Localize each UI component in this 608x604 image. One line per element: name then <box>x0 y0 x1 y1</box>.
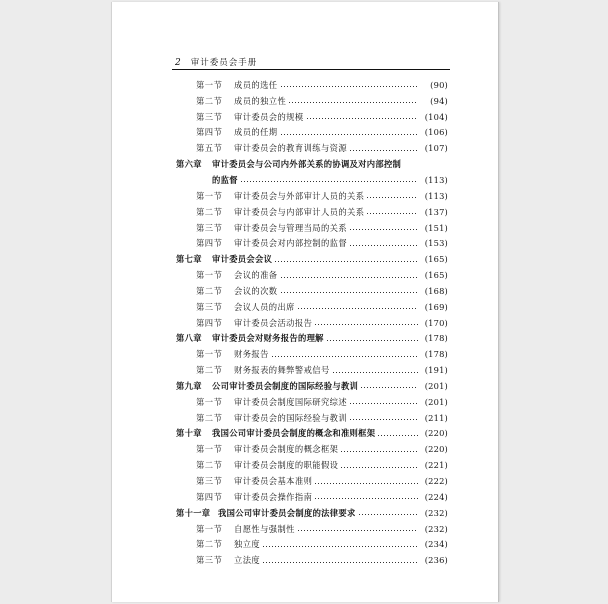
toc-chapter-entry[interactable] <box>176 505 448 521</box>
toc-entry-title: 审计委员会制度的职能假设 <box>234 460 339 471</box>
page-number: 2 <box>175 58 181 68</box>
dot-leader <box>240 181 418 182</box>
toc-entry-title: 审计委员会对财务报告的理解 <box>212 333 324 344</box>
dot-leader <box>280 134 419 135</box>
toc-entry-title: 财务报表的舞弊警戒信号 <box>234 365 330 376</box>
toc-entry-title: 成员的独立性 <box>234 95 287 106</box>
toc-entry-number: 第六章 <box>176 159 202 170</box>
toc-entry-title: 审计委员会与外部审计人员的关系 <box>234 190 365 201</box>
toc-entry-number: 第二节 <box>196 539 223 550</box>
toc-entry-page: (94) <box>430 95 448 106</box>
toc-section-entry[interactable] <box>176 410 448 426</box>
dot-leader <box>332 372 418 373</box>
toc-section-entry[interactable] <box>176 220 448 236</box>
toc-section-entry[interactable] <box>176 140 448 156</box>
toc-section-entry[interactable] <box>176 552 448 568</box>
toc-entry-number: 第一节 <box>196 396 223 407</box>
dot-leader <box>349 150 418 151</box>
toc-entry-title: 我国公司审计委员会制度的法律要求 <box>218 507 356 518</box>
toc-entry-number: 第四节 <box>196 238 223 249</box>
toc-entry-title: 会议的准备 <box>234 270 278 281</box>
toc-entry-page: (191) <box>424 365 448 376</box>
dot-leader <box>349 245 418 246</box>
toc-entry-number: 第二节 <box>196 285 223 296</box>
toc-entry-title: 成员的任期 <box>234 127 278 138</box>
toc-entry-title: 审计委员会制度的概念框架 <box>234 444 339 455</box>
toc-chapter-entry[interactable] <box>176 331 448 347</box>
toc-entry-number: 第九章 <box>176 380 202 391</box>
toc-section-entry[interactable] <box>176 283 448 299</box>
toc-entry-title: 会议的次数 <box>234 285 278 296</box>
toc-section-entry[interactable] <box>176 441 448 457</box>
toc-entry-title: 公司审计委员会制度的国际经验与教训 <box>212 380 359 391</box>
toc-entry-title: 审计委员会的教育训练与资源 <box>234 143 348 154</box>
book-page <box>111 2 499 602</box>
dot-leader <box>314 324 418 325</box>
toc-entry-number: 第一节 <box>196 79 223 90</box>
toc-section-entry[interactable] <box>176 457 448 473</box>
toc-entry-number: 第三节 <box>196 476 223 487</box>
toc-entry-number: 第二节 <box>196 460 223 471</box>
toc-entry-number: 第四节 <box>196 127 223 138</box>
toc-section-entry[interactable] <box>176 267 448 283</box>
toc-entry-title: 审计委员会与内部审计人员的关系 <box>234 206 365 217</box>
dot-leader <box>326 340 418 341</box>
toc-entry-title: 审计委员会与公司内外部关系的协调及对内部控制 <box>212 159 402 170</box>
toc-entry-page: (90) <box>430 79 448 90</box>
toc-chapter-entry[interactable] <box>176 156 448 172</box>
toc-section-entry[interactable] <box>176 109 448 125</box>
toc-entry-number: 第三节 <box>196 111 223 122</box>
toc-entry-page: (113) <box>424 190 448 201</box>
toc-entry-number: 第一节 <box>196 270 223 281</box>
toc-entry-title: 我国公司审计委员会制度的概念和准则框架 <box>212 428 376 439</box>
toc-entry-title: 审计委员会对内部控制的监督 <box>234 238 348 249</box>
dot-leader <box>314 483 418 484</box>
dot-leader <box>280 86 419 87</box>
toc-entry-number: 第一节 <box>196 523 223 534</box>
toc-entry-page: (236) <box>424 555 448 566</box>
dot-leader <box>280 292 419 293</box>
toc-entry-title: 会议人员的出席 <box>234 301 295 312</box>
toc-entry-title: 的监督 <box>212 174 238 185</box>
toc-entry-number: 第三节 <box>196 222 223 233</box>
toc-entry-page: (169) <box>424 301 448 312</box>
toc-entry-page: (201) <box>424 396 448 407</box>
toc-entry-page: (221) <box>424 460 448 471</box>
toc-entry-page: (201) <box>424 380 448 391</box>
dot-leader <box>349 229 418 230</box>
toc-entry-page: (232) <box>424 507 448 518</box>
toc-entry-number: 第二节 <box>196 365 223 376</box>
dot-leader <box>262 546 418 547</box>
running-head <box>175 56 257 68</box>
toc-entry-number: 第五节 <box>196 143 223 154</box>
dot-leader <box>280 277 419 278</box>
toc-entry-page: (137) <box>424 206 448 217</box>
toc-entry-title: 审计委员会活动报告 <box>234 317 313 328</box>
toc-entry-page: (234) <box>424 539 448 550</box>
toc-entry-page: (168) <box>424 285 448 296</box>
toc-section-entry[interactable] <box>176 473 448 489</box>
toc-entry-number: 第四节 <box>196 317 223 328</box>
toc-entry-title: 审计委员会与管理当局的关系 <box>234 222 348 233</box>
dot-leader <box>340 467 418 468</box>
toc-entry-number: 第一节 <box>196 190 223 201</box>
dot-leader <box>274 261 418 262</box>
toc-entry-page: (211) <box>424 412 448 423</box>
toc-entry-title: 立法度 <box>234 555 261 566</box>
toc-entry-page: (220) <box>424 444 448 455</box>
toc-chapter-entry[interactable] <box>176 378 448 394</box>
toc-entry-title: 独立度 <box>234 539 261 550</box>
toc-entry-title: 审计委员会的国际经验与教训 <box>234 412 348 423</box>
toc-entry-title: 成员的选任 <box>234 79 278 90</box>
toc-section-entry[interactable] <box>176 489 448 505</box>
toc-entry-page: (104) <box>424 111 448 122</box>
toc-entry-number: 第一节 <box>196 444 223 455</box>
dot-leader <box>271 356 418 357</box>
toc-entry-page: (178) <box>424 333 448 344</box>
dot-leader <box>262 562 418 563</box>
header-rule <box>172 69 450 70</box>
toc-section-entry[interactable] <box>176 394 448 410</box>
dot-leader <box>377 435 418 436</box>
toc-entry-number: 第十一章 <box>176 507 211 518</box>
toc-entry-number: 第二节 <box>196 206 223 217</box>
toc-chapter-continuation[interactable] <box>176 172 448 188</box>
toc-entry-title: 审计委员会基本准则 <box>234 476 313 487</box>
book-title: 审计委员会手册 <box>190 58 258 68</box>
dot-leader <box>366 213 418 214</box>
toc-entry-page: (106) <box>424 127 448 138</box>
dot-leader <box>360 387 418 388</box>
toc-entry-page: (224) <box>424 491 448 502</box>
toc-section-entry[interactable] <box>176 125 448 141</box>
toc-section-entry[interactable] <box>176 299 448 315</box>
toc-entry-number: 第一节 <box>196 349 223 360</box>
toc-entry-title: 审计委员会制度国际研究综述 <box>234 396 348 407</box>
toc-entry-title: 财务报告 <box>234 349 269 360</box>
toc-entry-page: (170) <box>424 317 448 328</box>
toc-entry-title: 审计委员会操作指南 <box>234 491 313 502</box>
toc-section-entry[interactable] <box>176 235 448 251</box>
toc-entry-page: (178) <box>424 349 448 360</box>
toc-entry-number: 第十章 <box>176 428 202 439</box>
toc-section-entry[interactable] <box>176 362 448 378</box>
toc-entry-page: (232) <box>424 523 448 534</box>
toc-entry-number: 第八章 <box>176 333 202 344</box>
toc-section-entry[interactable] <box>176 204 448 220</box>
dot-leader <box>297 308 418 309</box>
toc-entry-number: 第四节 <box>196 491 223 502</box>
dot-leader <box>366 197 418 198</box>
dot-leader <box>340 451 418 452</box>
dot-leader <box>349 403 418 404</box>
toc-entry-number: 第二节 <box>196 95 223 106</box>
toc-entry-page: (113) <box>424 174 448 185</box>
dot-leader <box>314 498 418 499</box>
toc-chapter-entry[interactable] <box>176 251 448 267</box>
toc-entry-number: 第三节 <box>196 555 223 566</box>
toc-chapter-entry[interactable] <box>176 426 448 442</box>
toc-section-entry[interactable] <box>176 536 448 552</box>
toc-entry-page: (107) <box>424 143 448 154</box>
toc-section-entry[interactable] <box>176 521 448 537</box>
toc-section-entry[interactable] <box>176 315 448 331</box>
toc-entry-title: 审计委员会会议 <box>212 254 273 265</box>
toc-entry-title: 审计委员会的规模 <box>234 111 304 122</box>
toc-entry-number: 第二节 <box>196 412 223 423</box>
toc-entry-page: (165) <box>424 254 448 265</box>
toc-entry-page: (153) <box>424 238 448 249</box>
dot-leader <box>297 530 418 531</box>
table-of-contents <box>176 77 448 568</box>
toc-section-entry[interactable] <box>176 346 448 362</box>
toc-entry-number: 第七章 <box>176 254 202 265</box>
toc-entry-page: (222) <box>424 476 448 487</box>
toc-section-entry[interactable] <box>176 188 448 204</box>
toc-entry-title: 自愿性与强制性 <box>234 523 295 534</box>
toc-entry-page: (220) <box>424 428 448 439</box>
toc-entry-page: (151) <box>424 222 448 233</box>
dot-leader <box>349 419 418 420</box>
toc-entry-page: (165) <box>424 270 448 281</box>
toc-entry-number: 第三节 <box>196 301 223 312</box>
dot-leader <box>306 118 418 119</box>
toc-section-entry[interactable] <box>176 93 448 109</box>
dot-leader <box>288 102 418 103</box>
toc-section-entry[interactable] <box>176 77 448 93</box>
dot-leader <box>358 514 418 515</box>
